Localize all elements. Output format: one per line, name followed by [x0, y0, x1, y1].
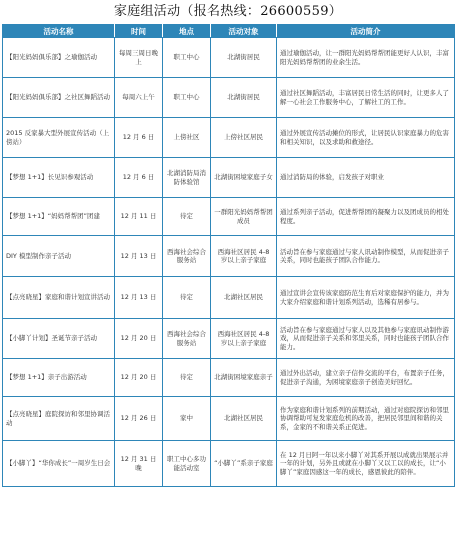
time-cell: 12 月 31 日晚 — [115, 441, 163, 487]
activity-name-cell: 【小脚丫计划】圣诞节亲子活动 — [3, 319, 115, 359]
description-cell: 作为家庭和谐计划系列的前期活动，通过对庭院探访和邻里协调帮助可复发家庭危机的改善，把居民邻里间和谐的关系，金家的不和谐关系正促进。 — [277, 397, 455, 441]
description-cell: 通过系列亲子活动，促进帮帮团的凝聚力以及团成员的相处程度。 — [277, 198, 455, 236]
target-cell: 北湖社区居民 — [211, 277, 277, 319]
place-cell: 职工中心 — [163, 38, 211, 78]
place-cell: 上傍社区 — [163, 118, 211, 158]
activity-name-cell: 【梦想 1+1】亲子出游活动 — [3, 359, 115, 397]
table-row — [3, 397, 455, 441]
place-cell: 家中 — [163, 397, 211, 441]
time-cell: 12 月 6 日 — [115, 118, 163, 158]
place-cell: 职工中心多功能活动室 — [163, 441, 211, 487]
description-cell: 在 12 月日阿一年以来小脚丫对其系开展以成就出果展示并一年的计划，另外且或就在小脚丫又以工以的成长，让“小脚丫”家庭因感这一年的成长，感恩彼此的陪伴。 — [277, 441, 455, 487]
description-cell: 活动旨在参与家庭通过与家人以及其他参与家庭讯动制作游戏，从而促进亲子关系和邻里关系，同时也能孩子团队合作能力。 — [277, 319, 455, 359]
target-cell: 北湖街困境家庭子女 — [211, 158, 277, 198]
table-row — [3, 78, 455, 118]
table-row — [3, 236, 455, 277]
time-cell: 每周六上午 — [115, 78, 163, 118]
time-cell: 12 月 11 日 — [115, 198, 163, 236]
table-row — [3, 441, 455, 487]
description-cell: 通过瑜伽活动，让一群阳光妈妈帮帮团能更好人认识，丰富阳光妈妈帮帮团的业余生活。 — [277, 38, 455, 78]
place-cell: 待定 — [163, 359, 211, 397]
activity-name-cell: 【阳光妈妈俱乐部】之社区舞蹈活动 — [3, 78, 115, 118]
time-cell: 12 月 13 日 — [115, 236, 163, 277]
time-cell: 12 月 26 日 — [115, 397, 163, 441]
target-cell: 北湖街居民 — [211, 78, 277, 118]
activity-name-cell: 【小脚丫】“华你成长”一周岁生日会 — [3, 441, 115, 487]
page-title: 家庭组活动（报名热线：26600559） — [113, 4, 343, 19]
table-row — [3, 198, 455, 236]
activity-table — [2, 24, 455, 487]
header-time: 时间 — [115, 25, 163, 38]
time-cell: 12 月 20 日 — [115, 359, 163, 397]
target-cell: 西海社区居民 4-8 岁以上亲子家庭 — [211, 319, 277, 359]
time-cell: 12 月 20 日 — [115, 319, 163, 359]
time-cell: 每周三周日晚上 — [115, 38, 163, 78]
table-row — [3, 158, 455, 198]
activity-name-cell: 【点亮晓星】庭院探访和邻里协调活动 — [3, 397, 115, 441]
activity-name-cell: 【梦想 1+1】长见识参观活动 — [3, 158, 115, 198]
header-target: 活动对象 — [211, 25, 277, 38]
target-cell: 北湖社区居民 — [211, 397, 277, 441]
place-cell: 职工中心 — [163, 78, 211, 118]
table-row — [3, 38, 455, 78]
place-cell: 待定 — [163, 198, 211, 236]
description-cell: 活动旨在参与家庭通过与家人讯动制作模型，从而促进亲子关系，同时也能孩子团队合作能力。 — [277, 236, 455, 277]
target-cell: 北湖街困境家庭亲子 — [211, 359, 277, 397]
place-cell: 西海社会综合服务站 — [163, 319, 211, 359]
header-name: 活动名称 — [3, 25, 115, 38]
header-place: 地点 — [163, 25, 211, 38]
description-cell: 通过宣讲会宣传该家庭防范生育后对家庭保护的能力，并为大家介绍家庭和谐计划系列活动，选稀有居参与。 — [277, 277, 455, 319]
target-cell: 一群阳光妈妈帮帮团成员 — [211, 198, 277, 236]
time-cell: 12 月 13 日 — [115, 277, 163, 319]
description-cell: 通过消防局的体验，启发孩子对职业 — [277, 158, 455, 198]
description-cell: 通过外展宣传活动摊位的形式，让居民认识家庭暴力的危害和相关知识，以及求助和救途径。 — [277, 118, 455, 158]
table-row — [3, 118, 455, 158]
target-cell: 上傍社区居民 — [211, 118, 277, 158]
table-header-row — [3, 25, 455, 38]
place-cell: 西海社会综合服务站 — [163, 236, 211, 277]
activity-name-cell: 2015 反家暴大型外展宣传活动（上傍站） — [3, 118, 115, 158]
place-cell: 北湖消防局消防体验馆 — [163, 158, 211, 198]
table-row — [3, 359, 455, 397]
target-cell: 西海社区居民 4-8 岁以上亲子家庭 — [211, 236, 277, 277]
target-cell: “小脚丫”系亲子家庭 — [211, 441, 277, 487]
place-cell: 待定 — [163, 277, 211, 319]
table-row — [3, 319, 455, 359]
header-desc: 活动简介 — [277, 25, 455, 38]
activity-name-cell: 【点亮晓星】家庭和谐计划宣讲活动 — [3, 277, 115, 319]
activity-name-cell: 【梦想 1+1】“妈妈帮帮团”团建 — [3, 198, 115, 236]
target-cell: 北湖街居民 — [211, 38, 277, 78]
description-cell: 通过外出活动，建立亲子信件交流的平台，布置亲子任务，促进亲子沟通，为困境家庭亲子创造美好回忆。 — [277, 359, 455, 397]
time-cell: 12 月 6 日 — [115, 158, 163, 198]
activity-name-cell: 【阳光妈妈俱乐部】之瑜伽活动 — [3, 38, 115, 78]
activity-name-cell: DIY 模型制作亲子活动 — [3, 236, 115, 277]
table-row — [3, 277, 455, 319]
description-cell: 通过社区舞蹈活动，丰富居民日常生活的同时，让更多人了解一心社会工作服务中心，了解社工的工作。 — [277, 78, 455, 118]
